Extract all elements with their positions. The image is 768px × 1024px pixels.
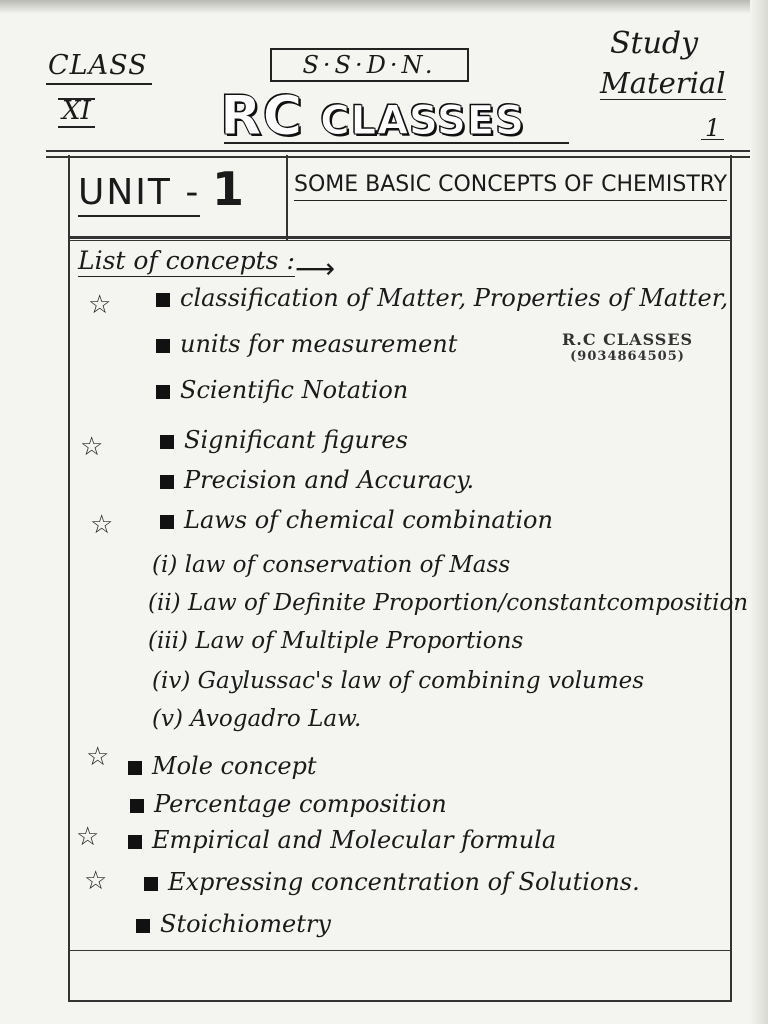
- arrow-right-icon: ⟶: [295, 252, 336, 285]
- brand-classes: CLASSES: [320, 98, 525, 144]
- law-item: (iii) Law of Multiple Proportions: [148, 628, 524, 654]
- brand-logo: [220, 84, 525, 147]
- star-icon: ☆: [80, 432, 104, 462]
- class-value: XI: [62, 96, 91, 126]
- class-label: CLASS: [48, 50, 148, 81]
- law-item: (i) law of conservation of Mass: [152, 552, 511, 578]
- bottom-rule: [68, 950, 730, 951]
- scan-right-shadow: [750, 0, 768, 1024]
- star-icon: ☆: [86, 742, 110, 772]
- bullet-square-icon: [136, 919, 150, 933]
- bullet-square-icon: [128, 761, 142, 775]
- material-label: Material: [600, 66, 726, 100]
- bullet-square-icon: [160, 435, 174, 449]
- star-icon: ☆: [88, 290, 112, 320]
- header-rule-top: [46, 150, 750, 152]
- list-item: Laws of chemical combination: [160, 506, 553, 534]
- bullet-square-icon: [160, 515, 174, 529]
- bullet-square-icon: [156, 385, 170, 399]
- brand-underline: [224, 142, 569, 144]
- rc-classes-stamp: [562, 330, 693, 364]
- star-icon: ☆: [84, 866, 108, 896]
- list-item: Mole concept: [128, 752, 317, 780]
- list-item: classification of Matter, Properties of Matter,: [156, 284, 728, 312]
- list-item: Scientific Notation: [156, 376, 408, 404]
- list-item: Stoichiometry: [136, 910, 331, 938]
- law-item: (v) Avogadro Law.: [152, 706, 362, 732]
- unit-label: UNIT -: [78, 172, 201, 213]
- stamp-phone: (9034864505): [570, 349, 685, 364]
- unit-divider: [68, 236, 730, 239]
- page-number: 1: [705, 114, 721, 142]
- brand-rc: RC: [220, 84, 304, 147]
- bullet-square-icon: [156, 293, 170, 307]
- star-icon: ☆: [90, 510, 114, 540]
- bullet-square-icon: [144, 877, 158, 891]
- law-item: (ii) Law of Definite Proportion/constantcomposition: [148, 590, 749, 616]
- list-item: Empirical and Molecular formula: [128, 826, 556, 854]
- stamp-name: R.C CLASSES: [562, 330, 694, 349]
- ssdn-box: S·S·D·N.: [270, 48, 469, 82]
- bullet-square-icon: [130, 799, 144, 813]
- list-item: Percentage composition: [130, 790, 447, 818]
- list-item: Significant figures: [160, 426, 408, 454]
- unit-title: SOME BASIC CONCEPTS OF CHEMISTRY: [294, 172, 728, 197]
- unit-vertical-divider: [286, 155, 288, 240]
- list-item: Expressing concentration of Solutions.: [144, 868, 640, 896]
- scan-top-shadow: [0, 0, 768, 14]
- unit-divider-2: [68, 240, 730, 241]
- study-label: Study: [610, 26, 699, 61]
- bullet-square-icon: [128, 835, 142, 849]
- law-item: (iv) Gaylussac's law of combining volumes: [152, 668, 645, 694]
- bullet-square-icon: [156, 339, 170, 353]
- bullet-square-icon: [160, 475, 174, 489]
- unit-number: 1: [212, 162, 245, 216]
- concepts-heading: List of concepts :: [78, 246, 295, 275]
- star-icon: ☆: [76, 822, 100, 852]
- list-item: Precision and Accuracy.: [160, 466, 474, 494]
- list-item: units for measurement: [156, 330, 457, 358]
